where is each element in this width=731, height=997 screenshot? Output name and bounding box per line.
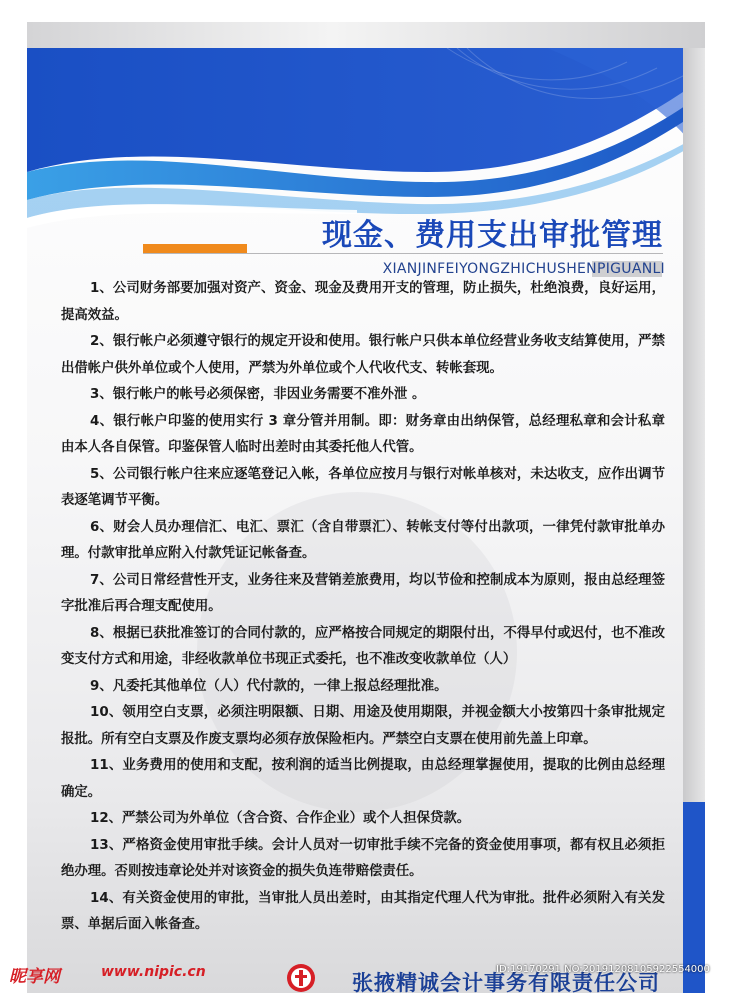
rule-item: 9、凡委托其他单位（人）代付款的，一律上报总经理批准。 [90,678,448,694]
rule-item: 12、严禁公司为外单位（含合资、合作企业）或个人担保贷款。 [90,811,471,826]
rule-item: 10、领用空白支票，必须注明限额、日期、用途及使用期限，并视金额大小按第四十条审批规定报批。所有空白支票及作废支票均必须存放保险柜内。严禁空白支票在使用前先盖上印章。 [61,705,665,747]
page-title: 现金、费用支出审批管理 [322,218,663,253]
rules-list [61,276,665,939]
rule-item: 11、业务费用的使用和支配，按利润的适当比例提取，由总经理掌握使用，提取的比例由总经理确定。 [61,758,665,800]
rule-item: 13、严格资金使用审批手续。会计人员对一切审批手续不完备的资金使用事项，都有权且必须拒绝办理。否则按违章论处并对该资金的损失负连带赔偿责任。 [61,837,665,879]
company-name: 张掖精诚会计事务有限责任公司 [352,971,660,995]
image-id-watermark: ID:19170291 NO:20191208105922554000 [496,964,710,975]
company-logo-icon [286,963,316,993]
poster-board [27,22,705,993]
rule-item: 7、公司日常经营性开支，业务往来及营销差旅费用，均以节俭和控制成本为原则，报由总经理签字批准后再合理支配使用。 [61,572,665,614]
rule-item: 5、公司银行帐户往来应逐笔登记入帐，各单位应按月与银行对帐单核对，未达收支，应作出调节表逐笔调节平衡。 [61,466,665,508]
page-subtitle: XIANJINFEIYONGZHICHUSHENPIGUANLI [382,261,665,277]
rule-item: 3、银行帐户的帐号必须保密，非因业务需要不准外泄 。 [90,387,426,402]
rule-item: 6、财会人员办理信汇、电汇、票汇（含自带票汇）、转帐支付等付出款项，一律凭付款审批单办理。付款审批单应附入付款凭证记帐备查。 [61,519,665,561]
site-url: www.nipic.cn [101,964,206,980]
rule-item: 4、银行帐户印鉴的使用实行 3 章分管并用制。即：财务章由出纳保管，总经理私章和会计私章由本人各自保管。印鉴保管人临时出差时由其委托他人代管。 [61,413,665,455]
rule-item: 2、银行帐户必须遵守银行的规定开设和使用。银行帐户只供本单位经营业务收支结算使用，严禁出借帐户供外单位或个人使用，严禁为外单位或个人代收代支、转帐套现。 [61,334,665,376]
rule-item: 1、公司财务部要加强对资产、资金、现金及费用开支的管理，防止损失，杜绝浪费，良好运用，提高效益。 [61,281,665,323]
rule-item: 14、有关资金使用的审批，当审批人员出差时，由其指定代理人代为审批。批件必须附入有关发票、单据后面入帐备查。 [61,890,665,932]
site-brand: 昵享网 [9,967,60,987]
rule-item: 8、根据已获批准签订的合同付款的，应严格按合同规定的期限付出，不得早付或迟付，也不准改变支付方式和用途，非经收款单位书现正式委托，也不准改变收款单位（人） [61,625,665,667]
